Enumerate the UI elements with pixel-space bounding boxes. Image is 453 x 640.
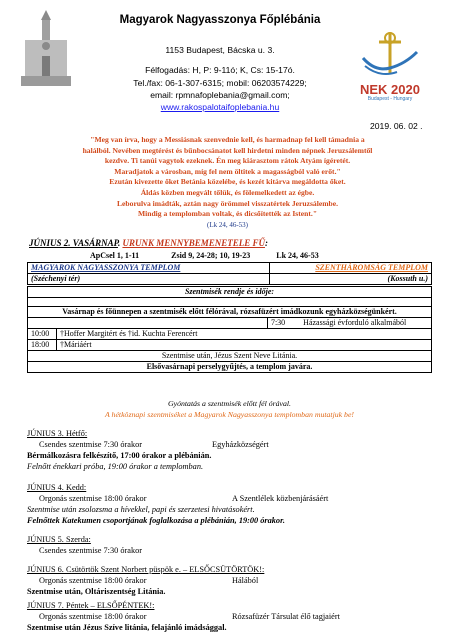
mass-table — [27, 286, 432, 373]
day-intention: A Szentlélek közbenjárásáért — [232, 494, 329, 503]
quote-line: "Meg van írva, hogy a Messiásnak szenvednie kell, és harmadnap fel kell támadnia a — [90, 135, 365, 144]
day-title: JÚNIUS 7. Péntek – ELSŐPÉNTEK!: — [27, 601, 155, 610]
collection-note: Elsővasárnapi perselygyűjtés, a templom javára. — [146, 362, 313, 371]
day-mass: Csendes szentmise 7:30 órakor — [39, 440, 142, 449]
quote-line: Mindig a templomban voltak, és dicsőítették az Istent." — [137, 209, 318, 219]
day-intention: Rózsafüzér Társulat élő tagjaiért — [232, 612, 340, 621]
readings — [90, 251, 319, 261]
sunday-heading: JÚNIUS 2. VASÁRNAP. URUNK MENNYBEMENETELE FŰ: — [29, 238, 268, 248]
quote-line: Leborulva imádták, aztán nagy örömmel visszatértek Jeruzsálembe. — [116, 198, 339, 208]
church2-name: SZENTHÁROMSÁG TEMPLOM — [315, 263, 428, 272]
sunday-date: JÚNIUS 2. VASÁRNAP — [29, 238, 118, 248]
mass-time: 10:00 — [28, 329, 57, 340]
weekday-note: A hétköznapi szentmiséket a Magyarok Nagyasszonya templomban mutatjuk be! — [104, 410, 355, 419]
reading-1: ApCsel 1, 1-11 — [90, 251, 140, 260]
day-mass: Orgonás szentmise 18:00 órakor — [39, 576, 147, 585]
day-wednesday — [27, 534, 437, 556]
gospel-quote — [20, 135, 435, 230]
logo-subtext: Budapest - Hungary — [367, 96, 413, 102]
quote-line: Áldás közben megvált tőlük, és fölemelkedett az égbe. — [140, 187, 315, 197]
quote-reference: (Lk 24, 46-53) — [206, 220, 249, 229]
church1-street: (Széchenyi tér) — [31, 274, 81, 283]
quote-line: kezdve. Ti tanúi vagytok ezeknek. Én meg kiárasztom rátok Atyám ígéretét. — [104, 156, 351, 166]
day-mass: Csendes szentmise 7:30 órakor — [39, 546, 142, 555]
day-thursday — [27, 564, 437, 597]
church1-name: MAGYAROK NAGYASSZONYA TEMPLOM — [31, 263, 181, 272]
email: email: rpmnafoplebania@gmail.com; — [150, 89, 290, 100]
day-monday — [27, 428, 437, 472]
day-note: Szentmise után, Oltáriszentség Litánia. — [27, 587, 166, 596]
mass-intention: †Máriáért — [57, 340, 432, 351]
bulletin-date: 2019. 06. 02 . — [370, 121, 423, 131]
day-mass: Orgonás szentmise 18:00 órakor — [39, 612, 147, 621]
mass-time: 18:00 — [28, 340, 57, 351]
church-logo — [15, 8, 77, 90]
nek-2020-logo — [355, 28, 425, 103]
day-title: JÚNIUS 3. Hétfő: — [27, 429, 88, 438]
day-note: Felnőttek Katekumen csoportjának foglalkozása a plébánián, 19:00 órakor. — [27, 516, 285, 525]
reading-3: Lk 24, 46-53 — [276, 251, 319, 260]
quote-line: halálból. Nevében megtérést és bűnbocsánatot kell hirdetni minden népnek Jeruzsálemtől — [82, 145, 373, 155]
parish-title: Magyarok Nagyasszonya Főplébánia — [119, 14, 321, 26]
day-note: Szentmise után Jézus Szíve litánia, felajánló imádsággal. — [27, 623, 227, 632]
day-intention: Hálából — [232, 576, 259, 585]
day-tuesday — [27, 482, 437, 526]
sunday-feast: URUNK MENNYBEMENETELE FŰ — [122, 238, 265, 248]
mass-time: 7:30 — [270, 318, 286, 327]
mass-order-title: Szentmisék rendje és idője: — [184, 287, 275, 296]
day-title: JÚNIUS 6. Csütörtök Szent Norbert püspök e. – ELSŐCSÜTÖRTÖK!: — [27, 565, 265, 574]
day-intention: Egyházközségért — [212, 440, 269, 449]
address: 1153 Budapest, Bácska u. 3. — [165, 45, 275, 55]
litany-note: Szentmise után, Jézus Szent Neve Litánia. — [28, 351, 432, 362]
day-mass: Orgonás szentmise 18:00 órakor — [39, 494, 147, 503]
reading-2: Zsid 9, 24-28; 10, 19-23 — [171, 251, 251, 260]
quote-line: Maradjatok a városban, míg fel nem öltitek a magasságból való erőt." — [114, 166, 341, 176]
day-friday — [27, 600, 437, 633]
church2-street: (Kossuth u.) — [387, 274, 428, 283]
mass-intention: †Hoffer Margitért és †id. Kuchta Ferencért — [57, 329, 432, 340]
phone: Tel./fax: 06-1-307-6315; mobil: 06203574229; — [133, 77, 307, 88]
heading-colon: : — [264, 238, 268, 248]
day-title: JÚNIUS 4. Kedd: — [27, 483, 87, 492]
day-note: Szentmise után zsolozsma a hívekkel, papi és szerzetesi hivatásokért. — [27, 505, 255, 514]
quote-line: Ezután kivezette őket Betánia közelébe, és kezét kitárva megáldotta őket. — [109, 177, 346, 187]
logo-text: NEK 2020 — [360, 82, 420, 97]
confession-note: Gyóntatás a szentmisék előtt fél órával. — [168, 399, 291, 408]
office-hours: Félfogadás: H, P: 9-11ó; K, Cs: 15-17ó. — [145, 65, 295, 76]
mass-intention: Házassági évforduló alkalmából — [303, 318, 407, 327]
website-link[interactable]: www.rakospalotaifoplebania.hu — [160, 102, 280, 113]
mass-row-1 — [267, 318, 431, 329]
day-title: JÚNIUS 5. Szerda: — [27, 535, 91, 544]
day-note: Felnőtt énekkari próba, 19:00 órakor a templomban. — [27, 462, 204, 471]
church-table — [27, 262, 432, 285]
day-note: Bérmálkozásra felkészítő, 17:00 órakor a plébánián. — [27, 451, 212, 460]
rosary-note: Vasárnap és főünnepen a szentmisék előtt félórával, rózsafüzért imádkozunk egyházközségünkért. — [62, 307, 397, 316]
